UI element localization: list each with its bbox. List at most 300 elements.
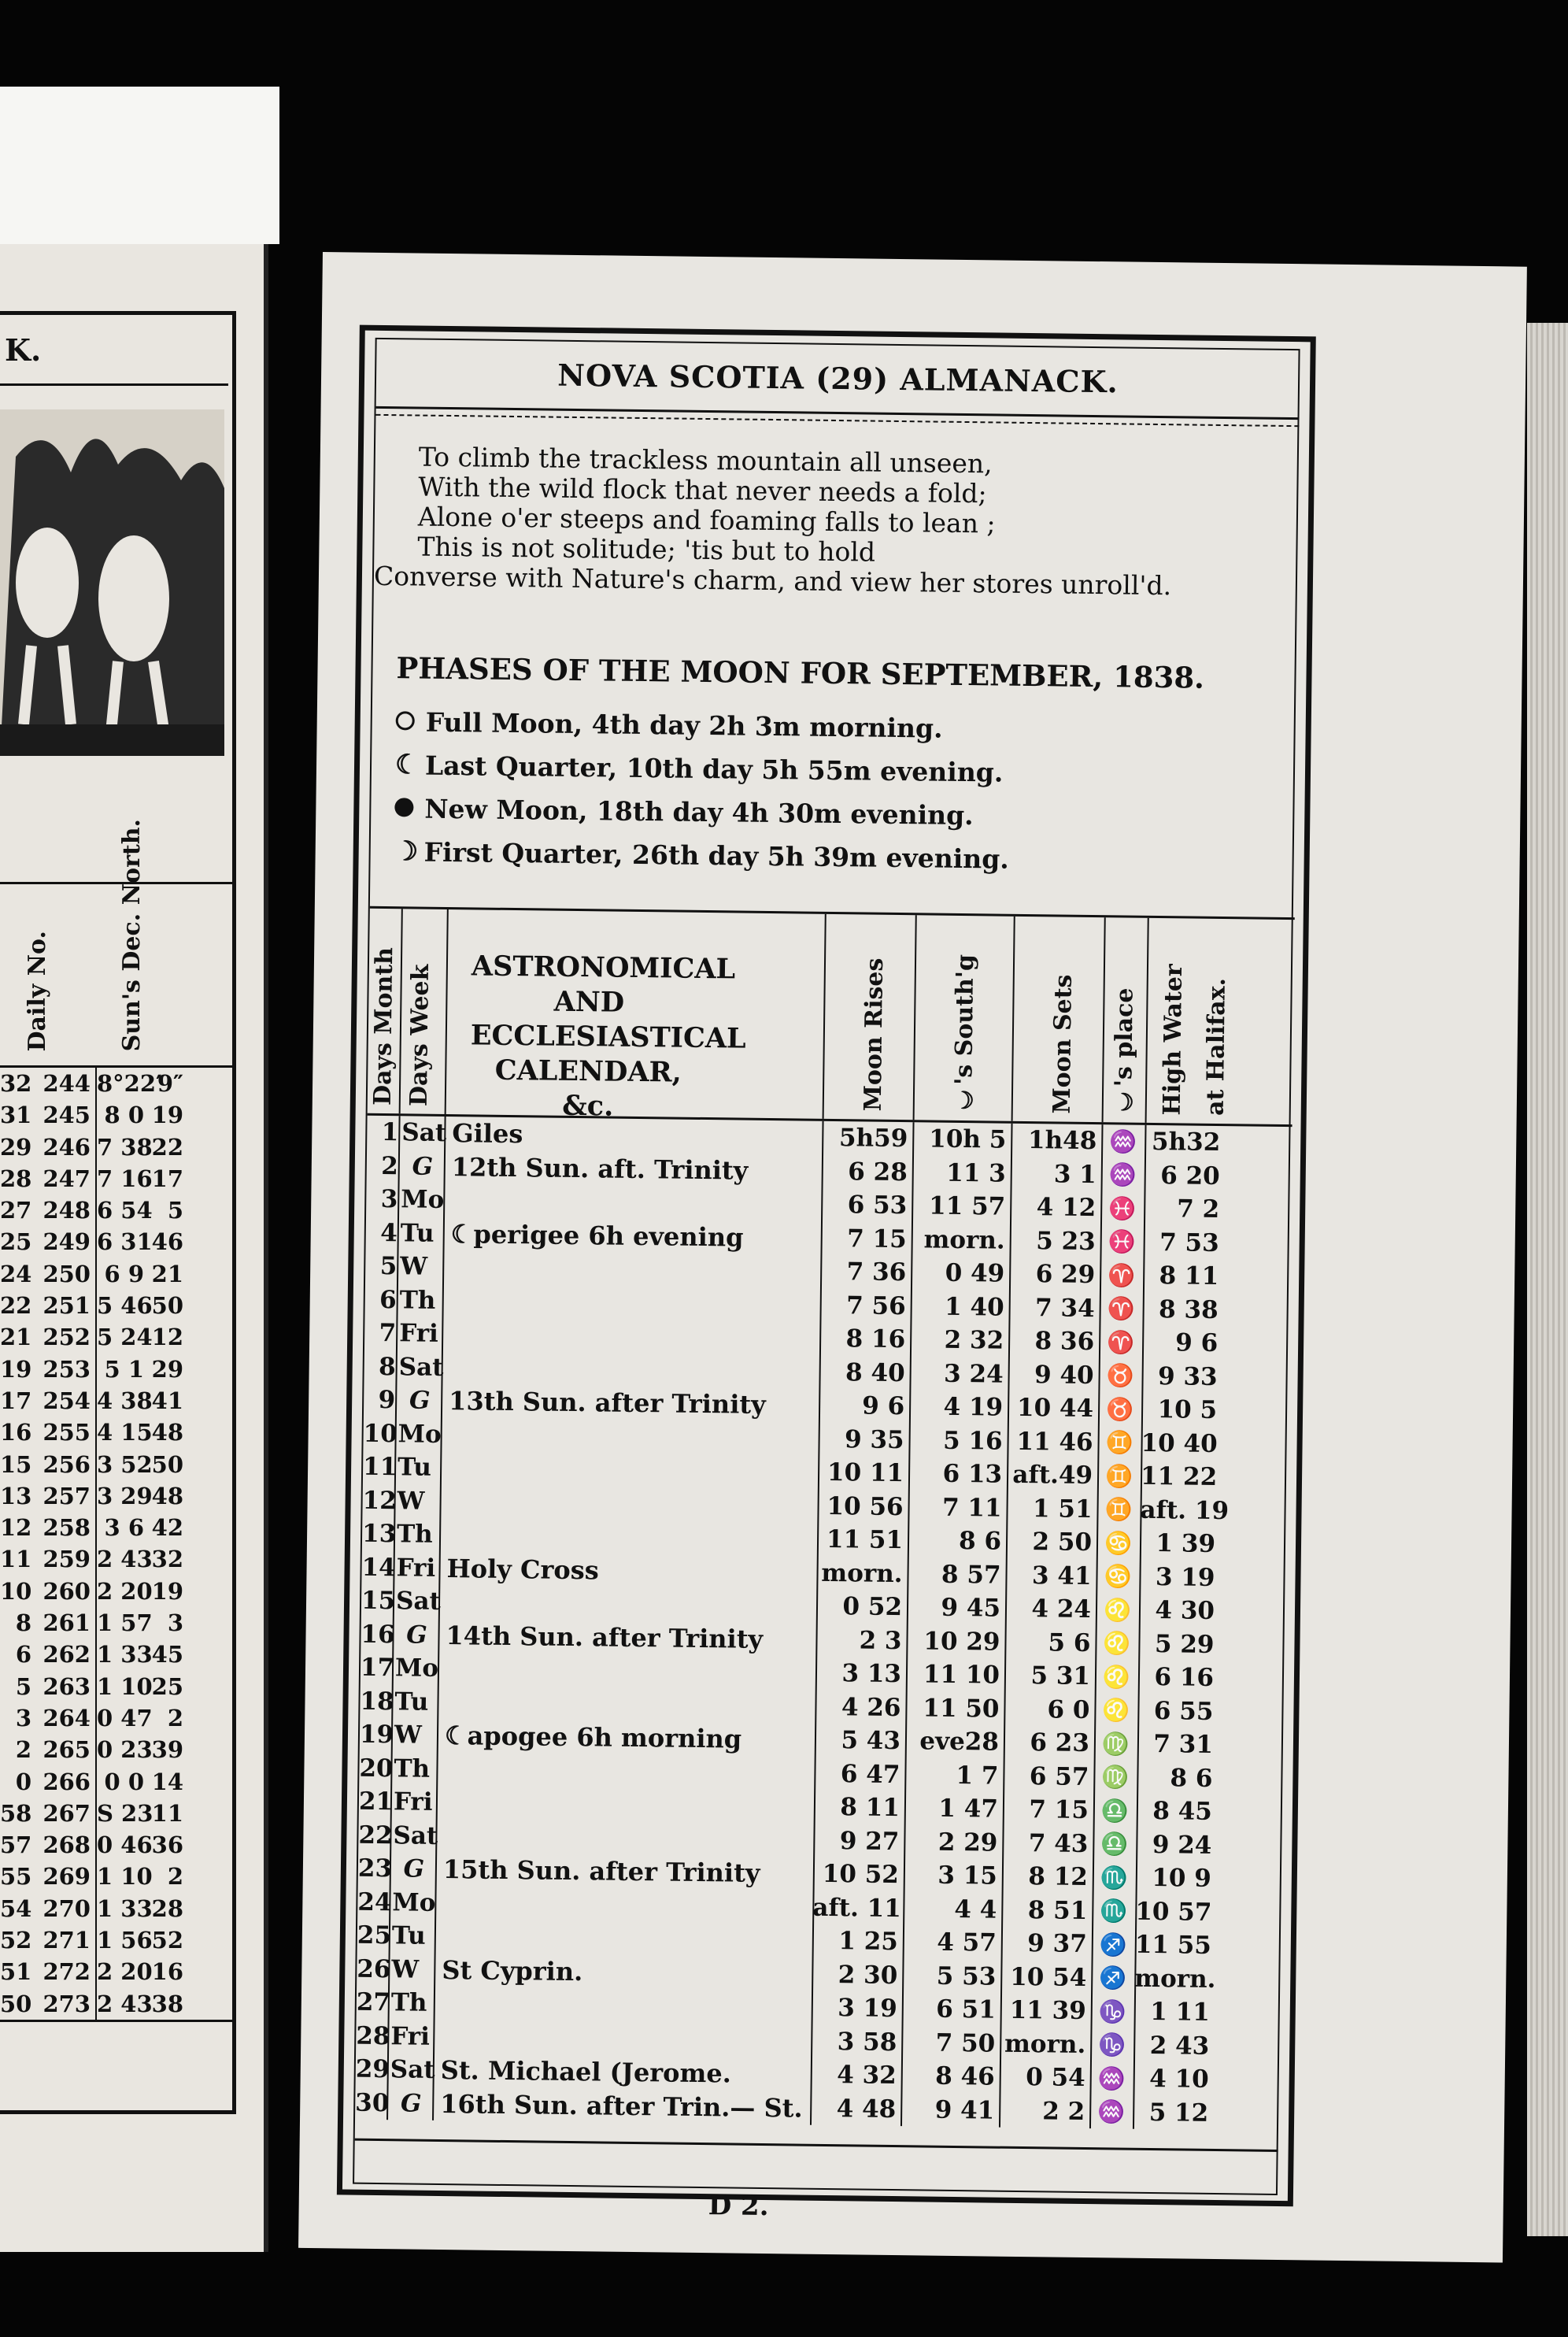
left-table-cell: 50 bbox=[0, 1990, 32, 2017]
suns-dec-header: Sun's Dec. North. bbox=[118, 818, 146, 1051]
moon-place-cell: ♐ bbox=[1099, 1965, 1127, 1991]
left-table-cell: 0 bbox=[15, 1768, 31, 1795]
left-table-cell: 27 bbox=[0, 1197, 32, 1224]
calendar-note-cell bbox=[443, 1200, 821, 1205]
day-cell: 19 bbox=[359, 1720, 394, 1750]
high-water-cell: 5 29 bbox=[1154, 1629, 1215, 1659]
left-table-cell: 38 bbox=[151, 1990, 183, 2017]
day-cell: 3 bbox=[380, 1185, 398, 1214]
left-table-cell: 31 bbox=[0, 1102, 32, 1129]
left-table-cell: 267 bbox=[31, 1798, 97, 1829]
moon-south-cell: 7 11 bbox=[941, 1493, 1002, 1523]
day-cell: 6 bbox=[379, 1285, 397, 1314]
left-table-row bbox=[0, 1702, 232, 1734]
left-table-cell: 42 bbox=[151, 1514, 183, 1542]
moon-sets-cell: 3 41 bbox=[1031, 1561, 1092, 1591]
weekday-cell: Fri bbox=[390, 2021, 431, 2051]
left-table-cell: 19 bbox=[151, 1577, 183, 1605]
left-table-cell: 268 bbox=[31, 1829, 97, 1861]
left-table-cell: 272 bbox=[31, 1956, 97, 1987]
left-table-cell: 250 bbox=[31, 1258, 97, 1290]
high-water-cell: 1 11 bbox=[1150, 1998, 1210, 2028]
moon-place-cell: ♊ bbox=[1105, 1429, 1133, 1456]
left-table-cell: 253 bbox=[31, 1354, 97, 1385]
left-table-cell: 5 24 bbox=[97, 1324, 153, 1351]
last-quarter-icon: ☾ bbox=[394, 749, 420, 781]
moon-place-cell: ♊ bbox=[1104, 1463, 1133, 1490]
moon-sets-cell: 5 31 bbox=[1030, 1661, 1091, 1691]
moon-place-cell: ♉ bbox=[1106, 1362, 1134, 1389]
left-table-cell: 48 bbox=[151, 1482, 183, 1509]
calendar-note-cell: 12th Sun. aft. Trinity bbox=[451, 1151, 749, 1186]
left-table-row bbox=[0, 1290, 232, 1321]
moon-south-cell: 3 24 bbox=[943, 1359, 1004, 1389]
left-table-cell: 17 bbox=[151, 1165, 183, 1192]
left-table-row bbox=[0, 1861, 232, 1892]
weekday-cell: W bbox=[397, 1487, 425, 1516]
left-table-cell: S 23 bbox=[97, 1799, 153, 1827]
page-edges bbox=[1527, 323, 1568, 2236]
high-water-cell: 1 39 bbox=[1156, 1529, 1216, 1559]
day-cell: 4 bbox=[379, 1218, 398, 1247]
day-cell: 8 bbox=[378, 1352, 396, 1381]
left-table-cell: 19 bbox=[151, 1102, 183, 1129]
moon-place-cell: ♓ bbox=[1108, 1228, 1136, 1255]
moon-rises-cell: 4 32 bbox=[837, 2061, 897, 2091]
weekday-cell: Th bbox=[399, 1286, 436, 1315]
day-cell: 7 bbox=[379, 1319, 397, 1348]
left-table-cell: 25 bbox=[151, 1672, 183, 1700]
left-table-cell: 11 bbox=[151, 1799, 183, 1827]
day-cell: 23 bbox=[357, 1854, 393, 1883]
left-table-cell: 8 bbox=[15, 1609, 31, 1637]
calendar-note-cell: Giles bbox=[452, 1118, 523, 1150]
calendar-note-cell bbox=[438, 1602, 816, 1606]
left-table-cell: 255 bbox=[31, 1417, 97, 1448]
weekday-cell: G bbox=[400, 2089, 422, 2118]
moon-rises-cell: 0 52 bbox=[842, 1592, 903, 1622]
left-table-cell: 1 10 bbox=[97, 1672, 153, 1700]
high-water-cell: 8 38 bbox=[1158, 1294, 1219, 1324]
moon-south-cell: 10h 5 bbox=[929, 1124, 1007, 1154]
left-table-row bbox=[0, 1988, 232, 2020]
day-cell: 12 bbox=[362, 1486, 397, 1516]
day-cell: 11 bbox=[362, 1452, 398, 1482]
left-table-cell: 254 bbox=[31, 1385, 97, 1417]
high-water-header: High Water bbox=[1158, 963, 1189, 1116]
at-halifax-header: at Halifax. bbox=[1201, 977, 1231, 1117]
moon-rises-cell: 1 25 bbox=[838, 1927, 899, 1957]
moon-sets-cell: 6 29 bbox=[1035, 1260, 1096, 1290]
day-cell: 5 bbox=[379, 1252, 398, 1281]
calendar-note-cell bbox=[435, 1903, 812, 1908]
left-table-cell: 248 bbox=[31, 1194, 97, 1226]
left-table-cell: 265 bbox=[31, 1734, 97, 1765]
left-table-row bbox=[0, 1924, 232, 1956]
moon-south-cell: 8 46 bbox=[935, 2061, 995, 2091]
phase-text: New Moon, 18th day 4h 30m evening. bbox=[424, 793, 974, 831]
calendar-note-cell bbox=[441, 1435, 819, 1439]
moon-south-cell: 9 41 bbox=[934, 2095, 995, 2125]
moon-sets-cell: 10 54 bbox=[1010, 1962, 1087, 1992]
left-table-cell: 39 bbox=[151, 1736, 183, 1764]
moon-place-cell: ♑ bbox=[1098, 2031, 1126, 2058]
moon-rises-cell: 10 52 bbox=[822, 1860, 900, 1890]
moon-south-cell: 0 49 bbox=[945, 1259, 1005, 1288]
high-water-cell: 9 6 bbox=[1174, 1328, 1219, 1358]
weekday-cell: G bbox=[406, 1620, 428, 1650]
calendar-note-cell: ☾perigee 6h evening bbox=[450, 1218, 744, 1253]
moon-sets-cell: 9 40 bbox=[1034, 1360, 1094, 1390]
left-table-cell: 2 bbox=[167, 1863, 183, 1891]
poem-line: Converse with Nature's charm, and view her stores unroll'd. bbox=[373, 560, 1172, 602]
day-cell: 9 bbox=[378, 1386, 396, 1415]
moon-rises-cell: 10 11 bbox=[827, 1458, 904, 1488]
calendar-note-cell bbox=[435, 1836, 813, 1841]
left-table-cell: 50 bbox=[151, 1450, 183, 1478]
left-table-cell: 29 bbox=[151, 1355, 183, 1383]
moon-sets-cell: 6 23 bbox=[1030, 1728, 1090, 1758]
moon-place-cell: ♈ bbox=[1108, 1262, 1136, 1289]
high-water-cell: 9 33 bbox=[1157, 1361, 1218, 1391]
left-table-cell: 6 54 bbox=[97, 1197, 153, 1224]
moon-place-cell: ♋ bbox=[1104, 1563, 1132, 1590]
day-cell: 10 bbox=[363, 1419, 398, 1449]
left-table-row bbox=[0, 1639, 232, 1670]
left-table-row bbox=[0, 1671, 232, 1702]
moon-place-cell: ♍ bbox=[1101, 1764, 1130, 1791]
phase-text: Last Quarter, 10th day 5h 55m evening. bbox=[424, 750, 1004, 788]
poem-line: With the wild flock that never needs a fold; bbox=[418, 471, 987, 509]
left-table-cell: 2 43 bbox=[97, 1546, 153, 1573]
calendar-note-cell: St Cyprin. bbox=[442, 1954, 583, 1987]
high-water-cell: 10 57 bbox=[1135, 1897, 1212, 1927]
moon-sets-cell: 2 50 bbox=[1032, 1528, 1093, 1557]
calendar-note-cell bbox=[436, 1802, 814, 1807]
day-cell: 24 bbox=[357, 1887, 392, 1917]
moon-sets-cell: 11 46 bbox=[1016, 1427, 1093, 1457]
left-table-row bbox=[0, 1798, 232, 1829]
moon-rises-cell: 4 48 bbox=[836, 2094, 897, 2124]
day-cell: 30 bbox=[355, 2088, 390, 2117]
weekday-cell: W bbox=[400, 1252, 428, 1281]
left-table-cell: 1 33 bbox=[97, 1641, 153, 1668]
left-table-cell: 256 bbox=[31, 1449, 97, 1480]
weekday-cell: Mo bbox=[392, 1887, 436, 1917]
weekday-cell: Mo bbox=[401, 1185, 445, 1215]
high-water-cell: 8 11 bbox=[1159, 1261, 1219, 1291]
left-table-cell: 2 43 bbox=[97, 1990, 153, 2017]
left-table-cell: 9″ bbox=[157, 1070, 183, 1097]
left-table-cell: 21 bbox=[0, 1324, 32, 1351]
high-water-cell: 3 19 bbox=[1155, 1562, 1215, 1592]
weekday-cell: Mo bbox=[394, 1654, 439, 1683]
days-week-header: Days Week bbox=[405, 963, 435, 1106]
left-table-cell: 5 46 bbox=[97, 1292, 153, 1320]
moon-south-cell: 2 29 bbox=[937, 1828, 998, 1857]
moon-rises-cell: 8 40 bbox=[845, 1357, 905, 1387]
left-table-cell: 5 bbox=[167, 1197, 183, 1224]
moon-place-cell: ♌ bbox=[1102, 1697, 1130, 1724]
left-table-cell: 249 bbox=[31, 1226, 97, 1257]
left-table-row bbox=[0, 1354, 232, 1385]
left-table-row bbox=[0, 1893, 232, 1924]
left-table-cell: 1 10 bbox=[97, 1863, 153, 1891]
high-water-cell: 5 12 bbox=[1148, 2098, 1209, 2128]
left-table-row bbox=[0, 1131, 232, 1163]
moon-rises-cell: 2 30 bbox=[838, 1960, 898, 1990]
left-table-cell: 3 6 bbox=[104, 1514, 144, 1542]
moon-rises-cell: 5h59 bbox=[838, 1124, 908, 1154]
left-table-cell: 269 bbox=[31, 1861, 97, 1892]
left-table-cell: 271 bbox=[31, 1924, 97, 1956]
left-page-slip bbox=[0, 87, 279, 244]
day-cell: 13 bbox=[361, 1519, 397, 1549]
moon-south-cell: 1 47 bbox=[938, 1794, 999, 1824]
moon-place-cell: ♍ bbox=[1101, 1730, 1130, 1757]
moon-rises-cell: 3 19 bbox=[838, 1994, 898, 2024]
moon-south-cell: morn. bbox=[923, 1225, 1005, 1255]
weekday-cell: Th bbox=[390, 1988, 427, 2018]
high-water-cell: 11 22 bbox=[1140, 1462, 1218, 1492]
left-table-row bbox=[0, 1480, 232, 1512]
moon-south-cell: 6 13 bbox=[942, 1459, 1003, 1489]
left-table-cell: 246 bbox=[31, 1131, 97, 1163]
high-water-cell: 6 20 bbox=[1160, 1161, 1220, 1191]
weekday-cell: Fri bbox=[399, 1319, 439, 1349]
phase-text: First Quarter, 26th day 5h 39m evening. bbox=[423, 836, 1010, 875]
calendar-note-cell bbox=[440, 1502, 818, 1506]
left-table-cell: 13 bbox=[0, 1482, 32, 1509]
moon-sets-cell: 10 44 bbox=[1016, 1394, 1094, 1424]
moon-sets-cell: 8 51 bbox=[1027, 1895, 1088, 1925]
moon-place-cell: ♌ bbox=[1103, 1597, 1132, 1624]
moon-sets-cell: 1h48 bbox=[1027, 1126, 1097, 1156]
poem-line: To climb the trackless mountain all unseen, bbox=[418, 441, 993, 480]
almanac-page bbox=[298, 252, 1527, 2263]
day-cell: 16 bbox=[361, 1620, 395, 1649]
left-table-cell: 264 bbox=[31, 1702, 97, 1734]
weekday-cell: Sat bbox=[395, 1587, 442, 1617]
calendar-rows bbox=[355, 1116, 1292, 2131]
full-moon-icon bbox=[395, 706, 425, 737]
weekday-cell: G bbox=[409, 1386, 431, 1416]
moon-rises-cell: 4 26 bbox=[841, 1692, 901, 1722]
left-page-table bbox=[0, 818, 232, 2022]
moon-south-cell: 8 6 bbox=[958, 1527, 1002, 1556]
moon-sets-cell: 4 24 bbox=[1031, 1594, 1092, 1624]
moon-rises-cell: 2 3 bbox=[859, 1626, 902, 1655]
weekday-cell: Fri bbox=[396, 1554, 436, 1583]
left-table-cell: 48 bbox=[151, 1419, 183, 1446]
left-table-cell: 17 bbox=[0, 1387, 32, 1414]
left-table-cell: 0 23 bbox=[97, 1736, 153, 1764]
weekday-cell: W bbox=[391, 1954, 420, 1984]
left-table-cell: 0 0 bbox=[104, 1768, 144, 1795]
left-table-cell: 5 bbox=[15, 1672, 31, 1700]
moon-rises-cell: 6 53 bbox=[847, 1191, 908, 1220]
moon-sets-cell: morn. bbox=[1004, 2029, 1086, 2059]
left-table-cell: 262 bbox=[31, 1639, 97, 1670]
left-table-cell: 25 bbox=[0, 1228, 32, 1256]
left-table-cell: 5 1 bbox=[104, 1355, 144, 1383]
high-water-cell: 10 40 bbox=[1141, 1428, 1218, 1458]
left-table-cell: 247 bbox=[31, 1163, 97, 1194]
left-table-cell: 244 bbox=[31, 1068, 97, 1099]
signature-mark: D 2. bbox=[708, 2190, 769, 2223]
left-table-cell: 15 bbox=[0, 1450, 32, 1478]
weekday-cell: Tu bbox=[400, 1219, 435, 1248]
moon-rises-cell: 9 6 bbox=[861, 1391, 905, 1421]
moon-south-header: ☾'s South'g bbox=[949, 954, 980, 1113]
left-table-cell: 19 bbox=[0, 1355, 32, 1383]
calendar-note-cell bbox=[438, 1702, 815, 1707]
calendar-note-cell bbox=[434, 2003, 812, 2008]
left-table-cell: 36 bbox=[151, 1831, 183, 1859]
moon-south-cell: 8 57 bbox=[941, 1560, 1001, 1590]
left-table-cell: 4 38 bbox=[97, 1387, 153, 1414]
moon-place-cell: ♒ bbox=[1109, 1128, 1137, 1155]
moon-south-cell: 10 29 bbox=[923, 1627, 1000, 1657]
high-water-cell: morn. bbox=[1134, 1964, 1216, 1994]
calendar-note-cell: 15th Sun. after Trinity bbox=[442, 1854, 760, 1889]
moon-sets-cell: 8 12 bbox=[1028, 1862, 1089, 1892]
left-table-rows bbox=[0, 1068, 232, 2020]
day-cell: 1 bbox=[381, 1118, 399, 1147]
woodcut-illustration bbox=[0, 409, 224, 756]
moon-place-cell: ♏ bbox=[1100, 1898, 1128, 1924]
moon-rises-cell: 8 11 bbox=[840, 1793, 900, 1823]
moon-south-cell: 2 32 bbox=[944, 1326, 1004, 1355]
day-cell: 15 bbox=[361, 1586, 396, 1616]
moon-rises-cell: 3 58 bbox=[837, 2027, 897, 2057]
left-table-cell: 0 46 bbox=[97, 1831, 153, 1859]
high-water-cell: 7 2 bbox=[1177, 1194, 1220, 1224]
left-table-cell: 2 20 bbox=[97, 1958, 153, 1986]
left-table-cell: 258 bbox=[31, 1512, 97, 1543]
moon-place-cell: ♋ bbox=[1104, 1530, 1133, 1557]
left-table-cell: 16 bbox=[0, 1419, 32, 1446]
left-table-cell: 270 bbox=[31, 1893, 97, 1924]
left-table-cell: 252 bbox=[31, 1321, 97, 1353]
moon-sets-cell: aft.49 bbox=[1012, 1461, 1093, 1491]
high-water-cell: 11 55 bbox=[1134, 1931, 1212, 1961]
moon-sets-cell: 2 2 bbox=[1042, 2097, 1085, 2126]
moon-rises-cell: 9 35 bbox=[844, 1424, 904, 1454]
day-cell: 28 bbox=[356, 2021, 390, 2050]
left-table-cell: 8 0 bbox=[104, 1102, 144, 1129]
moon-sets-cell: 6 57 bbox=[1029, 1761, 1089, 1791]
moon-rises-cell: 7 36 bbox=[846, 1257, 907, 1287]
calendar-header bbox=[368, 909, 1295, 1127]
left-table-cell: 6 9 bbox=[104, 1260, 144, 1287]
moon-sets-cell: 8 36 bbox=[1034, 1327, 1095, 1357]
moon-rises-cell: 7 56 bbox=[845, 1291, 906, 1320]
calendar-note-cell bbox=[442, 1301, 820, 1306]
phases-title: PHASES OF THE MOON FOR SEPTEMBER, 1838. bbox=[396, 650, 1205, 695]
left-table-cell: 21 bbox=[151, 1260, 183, 1287]
moon-place-cell: ♒ bbox=[1108, 1161, 1137, 1188]
left-table-cell: 4 15 bbox=[97, 1419, 153, 1446]
running-head: NOVA SCOTIA (29) ALMANACK. bbox=[557, 357, 1119, 400]
weekday-cell: G bbox=[412, 1152, 434, 1181]
left-table-cell: 251 bbox=[31, 1290, 97, 1321]
left-table-row bbox=[0, 1829, 232, 1861]
left-table-cell: 245 bbox=[31, 1099, 97, 1131]
moon-south-cell: 3 15 bbox=[937, 1861, 998, 1891]
high-water-cell: 10 9 bbox=[1152, 1864, 1212, 1894]
high-water-cell: aft. 19 bbox=[1140, 1495, 1230, 1525]
moon-sets-cell: 11 39 bbox=[1009, 1996, 1086, 2026]
moon-place-cell: ♊ bbox=[1104, 1496, 1133, 1523]
weekday-cell: Sat bbox=[401, 1118, 447, 1148]
left-table-cell: 3 bbox=[15, 1704, 31, 1731]
left-table-cell: 32 bbox=[151, 1546, 183, 1573]
left-table-cell: 3 29 bbox=[97, 1482, 153, 1509]
high-water-cell: 6 16 bbox=[1154, 1663, 1215, 1693]
weekday-cell: Th bbox=[396, 1520, 433, 1550]
left-table-cell: 259 bbox=[31, 1543, 97, 1575]
moon-sets-cell: 7 15 bbox=[1029, 1795, 1089, 1825]
moon-sets-cell: 0 54 bbox=[1026, 2063, 1085, 2093]
moon-south-cell: 5 16 bbox=[942, 1426, 1003, 1456]
moon-south-cell: 5 53 bbox=[936, 1961, 997, 1991]
left-table-cell: 266 bbox=[31, 1766, 97, 1798]
high-water-cell: 9 24 bbox=[1152, 1830, 1212, 1860]
left-table-cell: 261 bbox=[31, 1607, 97, 1639]
weekday-cell: W bbox=[394, 1720, 423, 1750]
left-table-cell: 55 bbox=[0, 1863, 32, 1891]
calendar-note-cell bbox=[439, 1535, 817, 1539]
high-water-cell: 6 55 bbox=[1153, 1696, 1214, 1726]
left-table-cell: 22 bbox=[0, 1292, 32, 1320]
moon-place-cell: ♈ bbox=[1107, 1329, 1135, 1356]
left-table-cell: 2 bbox=[167, 1704, 183, 1731]
calendar-note-cell: 13th Sun. after Trinity bbox=[448, 1386, 766, 1420]
left-table-cell: 52 bbox=[151, 1927, 183, 1954]
weekday-cell: Sat bbox=[393, 1820, 438, 1850]
left-table-row bbox=[0, 1576, 232, 1607]
left-table-cell: 57 bbox=[0, 1831, 32, 1859]
day-cell: 20 bbox=[359, 1754, 394, 1783]
calendar-note-cell bbox=[433, 2037, 811, 2042]
poem-line: This is not solitude; 'tis but to hold bbox=[417, 531, 876, 568]
left-table-row bbox=[0, 1258, 232, 1290]
day-cell: 21 bbox=[358, 1787, 394, 1817]
phase-text: Full Moon, 4th day 2h 3m morning. bbox=[425, 706, 943, 744]
weekday-cell: Sat bbox=[390, 2055, 435, 2085]
weekday-cell: Th bbox=[394, 1754, 431, 1783]
moon-rises-cell: morn. bbox=[821, 1558, 903, 1588]
moon-south-cell: 4 57 bbox=[937, 1928, 997, 1957]
left-table-row bbox=[0, 1226, 232, 1257]
left-table-cell: 1 33 bbox=[97, 1894, 153, 1922]
high-water-cell: 4 10 bbox=[1148, 2065, 1209, 2094]
moon-south-cell: 4 4 bbox=[954, 1894, 997, 1924]
calendar-note-cell bbox=[440, 1468, 818, 1472]
moon-south-cell: 4 19 bbox=[943, 1392, 1004, 1422]
day-cell: 29 bbox=[355, 2054, 390, 2084]
left-table-cell: 12 bbox=[151, 1324, 183, 1351]
moon-place-cell: ♒ bbox=[1097, 2098, 1126, 2125]
left-table-cell: 1 57 bbox=[97, 1609, 153, 1637]
weekday-cell: Tu bbox=[394, 1687, 429, 1717]
moon-place-cell: ♏ bbox=[1100, 1864, 1128, 1891]
day-cell: 2 bbox=[381, 1151, 399, 1181]
left-table-cell: 16 bbox=[151, 1958, 183, 1986]
moon-rises-cell: 5 43 bbox=[841, 1726, 901, 1756]
left-table-cell: 41 bbox=[151, 1387, 183, 1414]
